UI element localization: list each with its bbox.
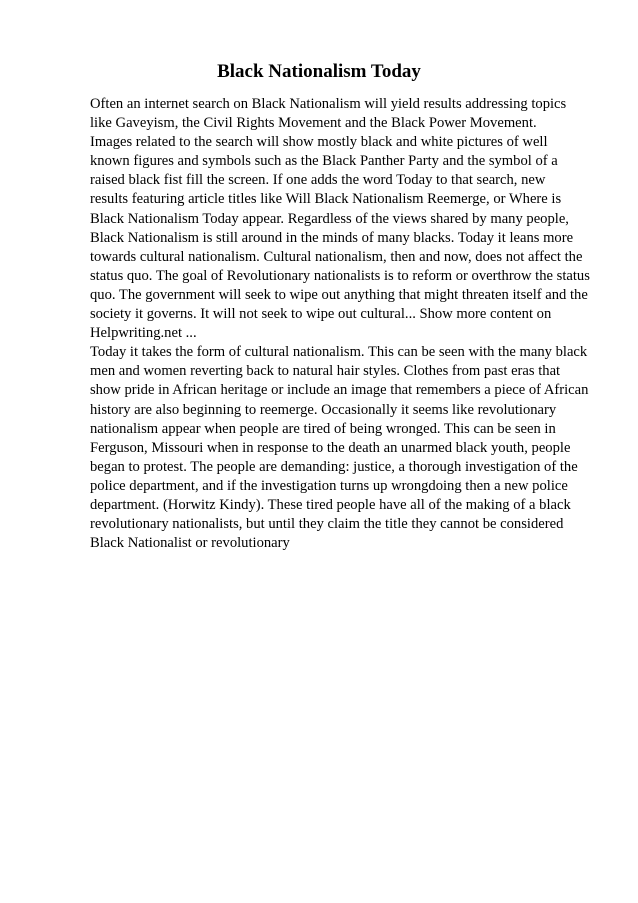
body-line: nationalism appear when people are tired of being wronged. This can be seen in — [90, 420, 556, 437]
body-line: Black Nationalism Today appear. Regardless of the views shared by many people, — [90, 210, 569, 227]
body-line: began to protest. The people are demanding: justice, a thorough investigation of the — [90, 458, 578, 475]
body-line: revolutionary nationalists, but until they claim the title they cannot be considered — [90, 516, 564, 533]
body-line: show pride in African heritage or include an image that remembers a piece of African — [90, 382, 589, 399]
body-line: society it governs. It will not seek to wipe out cultural... Show more content on — [90, 306, 552, 323]
body-line: men and women reverting back to natural hair styles. Clothes from past eras that — [90, 363, 561, 380]
body-line: towards cultural nationalism. Cultural nationalism, then and now, does not affect the — [90, 248, 583, 265]
body-line: history are also beginning to reemerge. Occasionally it seems like revolutionary — [90, 401, 557, 418]
document-title: Black Nationalism Today — [217, 61, 421, 82]
body-line: results featuring article titles like Will Black Nationalism Reemerge, or Where is — [90, 191, 562, 208]
body-line: police department, and if the investigation turns up wrongdoing then a new police — [90, 477, 568, 494]
body-line: Helpwriting.net ... — [90, 325, 197, 342]
body-line: Ferguson, Missouri when in response to the death an unarmed black youth, people — [90, 439, 571, 456]
body-line: known figures and symbols such as the Black Panther Party and the symbol of a — [90, 153, 558, 170]
body-line: status quo. The goal of Revolutionary nationalists is to reform or overthrow the status — [90, 267, 590, 284]
body-line: Black Nationalism is still around in the minds of many blacks. Today it leans more — [90, 229, 574, 246]
body-line: Images related to the search will show mostly black and white pictures of well — [90, 134, 548, 151]
body-line: department. (Horwitz Kindy). These tired people have all of the making of a black — [90, 496, 571, 513]
body-line: like Gaveyism, the Civil Rights Movement and the Black Power Movement. — [90, 115, 537, 132]
body-line: Today it takes the form of cultural nationalism. This can be seen with the many black — [90, 344, 588, 361]
body-line: raised black fist fill the screen. If one adds the word Today to that search, new — [90, 172, 546, 189]
body-line: quo. The government will seek to wipe out anything that might threaten itself and the — [90, 286, 588, 303]
body-line: Black Nationalist or revolutionary — [90, 535, 290, 552]
document-body — [90, 95, 594, 553]
body-line: Often an internet search on Black Nationalism will yield results addressing topics — [90, 96, 567, 112]
